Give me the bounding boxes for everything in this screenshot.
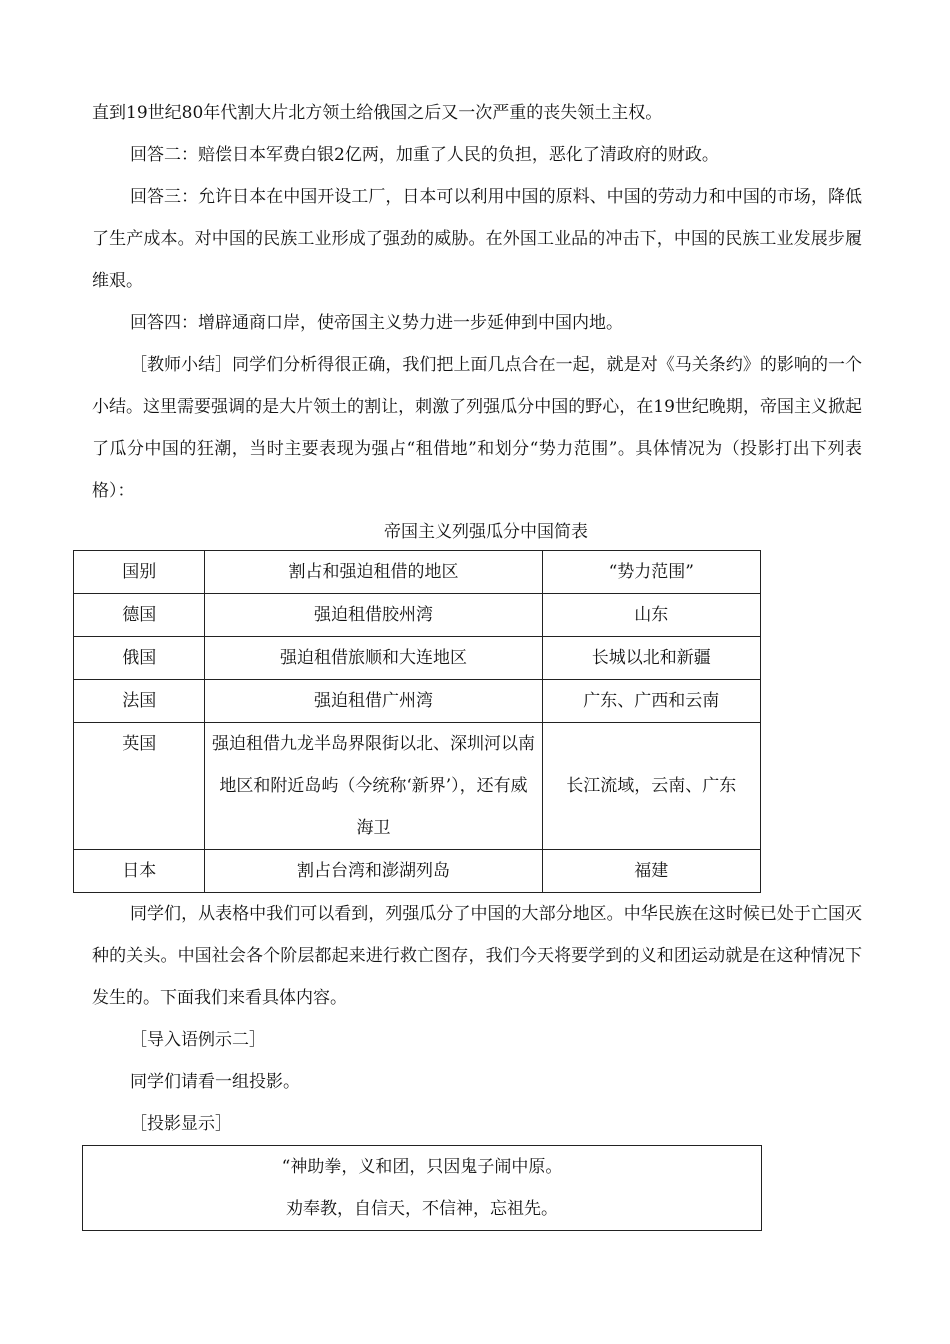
table-row [74,637,761,680]
paragraph-projection-prompt: 同学们请看一组投影。 [130,1072,300,1092]
paragraph-intro-example-two: ［导入语例示二］ [130,1030,266,1050]
paragraph-projection-display: ［投影显示］ [130,1114,232,1134]
table-cell-sphere: 长江流域，云南、广东 [542,723,760,850]
table-cell-area: 强迫租借九龙半岛界限街以北、深圳河以南地区和附近岛屿（今统称‘新界’），还有威海卫 [205,723,542,850]
table-header-cell: “势力范围” [542,551,760,594]
table-cell-area: 强迫租借胶州湾 [205,594,542,637]
table-cell-sphere: 山东 [542,594,760,637]
paragraph-teacher-summary: ［教师小结］同学们分析得很正确，我们把上面几点合在一起，就是对《马关条约》的影响的一个小结。这里需要强调的是大片领土的割让，刺激了列强瓜分中国的野心，在19世纪晚期，帝国主义掀起了瓜分中国的狂潮，当时主要表现为强占“租借地”和划分“势力范围”。具体情况为（投影打出下列表格）： [92,355,862,501]
table-row [74,850,761,893]
projection-box [82,1145,762,1231]
projection-line: 劝奉教，自信天，不信神，忘祖先。 [286,1199,558,1219]
table-cell-sphere: 广东、广西和云南 [542,680,760,723]
table-cell-country: 德国 [74,594,205,637]
table-cell-sphere: 长城以北和新疆 [542,637,760,680]
table-cell-area: 强迫租借旅顺和大连地区 [205,637,542,680]
table-cell-country: 英国 [74,723,205,850]
table-row [74,723,761,850]
table-cell-country: 日本 [74,850,205,893]
table-cell-area: 割占台湾和澎湖列岛 [205,850,542,893]
table-header-cell: 国别 [74,551,205,594]
table-title: 帝国主义列强瓜分中国简表 [384,522,588,542]
table-cell-sphere: 福建 [542,850,760,893]
table-row [74,594,761,637]
table-cell-country: 俄国 [74,637,205,680]
table-row [74,680,761,723]
table-header-cell: 割占和强迫租借的地区 [205,551,542,594]
document-page [92,92,862,1231]
partition-table [73,550,761,893]
paragraph-continuation: 直到19世纪80年代割大片北方领土给俄国之后又一次严重的丧失领土主权。 [92,103,663,123]
table-cell-area: 强迫租借广州湾 [205,680,542,723]
table-header-row [74,551,761,594]
paragraph-after-table: 同学们，从表格中我们可以看到，列强瓜分了中国的大部分地区。中华民族在这时候已处于亡国灭种的关头。中国社会各个阶层都起来进行救亡图存，我们今天将要学到的义和团运动就是在这种情况下发生的。下面我们来看具体内容。 [92,904,862,1008]
paragraph-answer-four: 回答四：增辟通商口岸，使帝国主义势力进一步延伸到中国内地。 [130,313,623,333]
table-cell-country: 法国 [74,680,205,723]
projection-line: “神助拳，义和团，只因鬼子闹中原。 [281,1157,563,1177]
paragraph-answer-three: 回答三：允许日本在中国开设工厂，日本可以利用中国的原料、中国的劳动力和中国的市场，降低了生产成本。对中国的民族工业形成了强劲的威胁。在外国工业品的冲击下，中国的民族工业发展步履维艰。 [92,187,862,291]
paragraph-answer-two: 回答二：赔偿日本军费白银2亿两，加重了人民的负担，恶化了清政府的财政。 [130,145,719,165]
